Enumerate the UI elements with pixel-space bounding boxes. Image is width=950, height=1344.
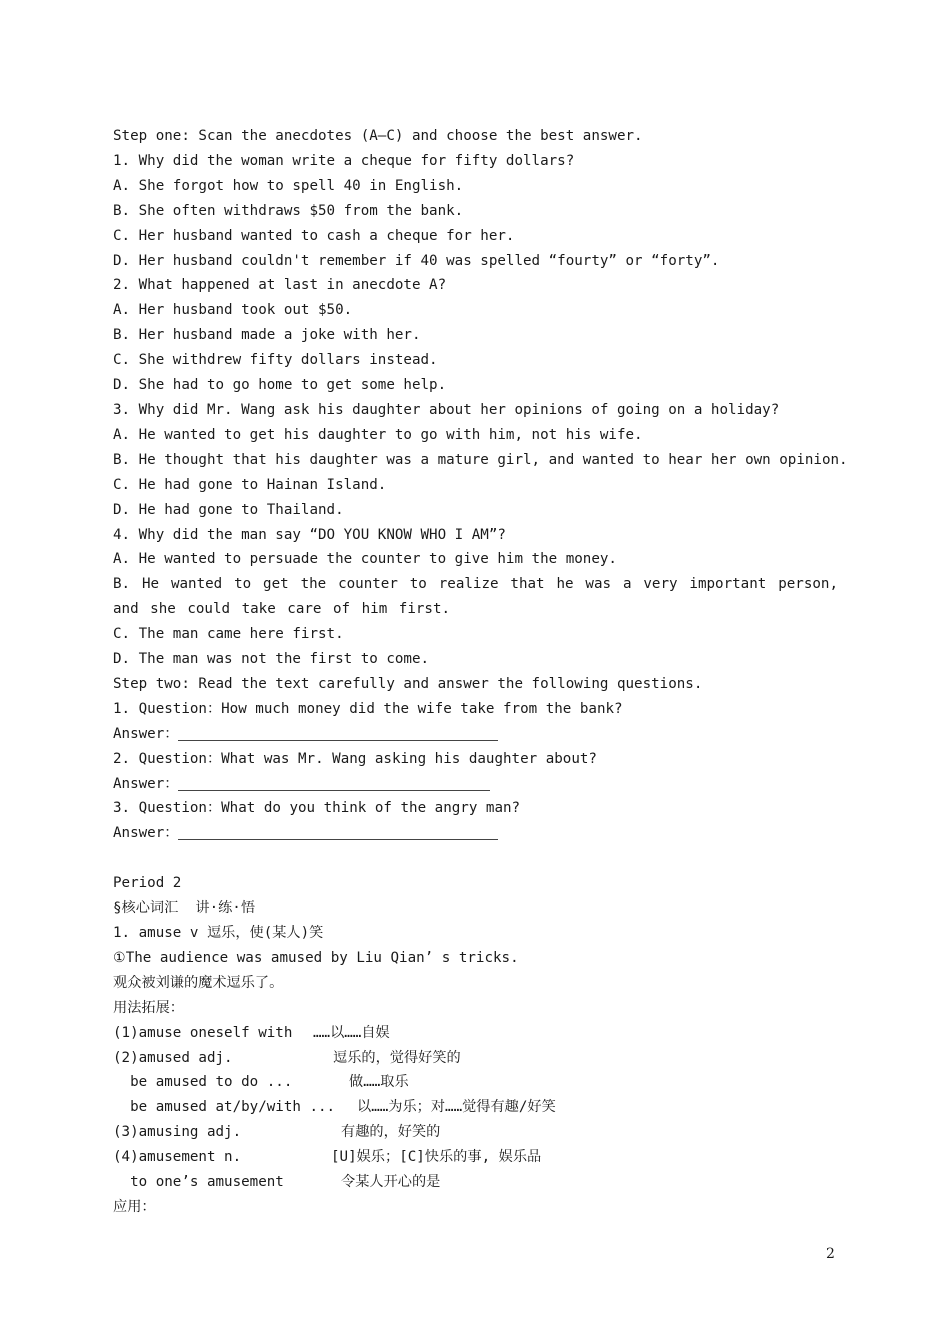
- usage-heading: 用法拓展：: [113, 999, 184, 1016]
- question-4-option-b: B. He wanted to get the counter to realize that he was a very important person, and she could take care of him first.: [113, 576, 838, 618]
- usage-row: (3)amusing adj. 有趣的，好笑的: [113, 1124, 441, 1141]
- application-heading: 应用：: [113, 1198, 156, 1215]
- question-2-option-a: A. Her husband took out $50.: [113, 302, 353, 319]
- answer-line-3: [113, 821, 838, 846]
- answer-label: Answer：: [113, 775, 179, 792]
- step-one-title: Step one: Scan the anecdotes (A—C) and choose the best answer.: [113, 128, 643, 144]
- word-entry: 1. amuse v 逗乐，使(某人)笑: [113, 924, 324, 941]
- answer-blank-2[interactable]: [178, 774, 490, 791]
- question-3-option-d: D. He had gone to Thailand.: [113, 501, 344, 518]
- period-title: Period 2: [113, 875, 182, 892]
- question-1-option-d: D. Her husband couldn't remember if 40 was spelled “fourty” or “forty”.: [113, 252, 720, 269]
- question-2: 2. What happened at last in anecdote A?: [113, 277, 447, 294]
- question-4-option-a: A. He wanted to persuade the counter to give him the money.: [113, 551, 617, 568]
- usage-row: be amused to do ... 做……取乐: [113, 1074, 409, 1091]
- question-1: 1. Why did the woman write a cheque for fifty dollars?: [113, 152, 575, 169]
- open-question-2: 2. Question：What was Mr. Wang asking his daughter about?: [113, 750, 597, 767]
- usage-row: be amused at/by/with ... 以……为乐；对……觉得有趣/好笑: [113, 1099, 556, 1116]
- question-3-option-c: C. He had gone to Hainan Island.: [113, 476, 387, 493]
- question-3: 3. Why did Mr. Wang ask his daughter about her opinions of going on a holiday?: [113, 401, 780, 418]
- document-body: [113, 124, 848, 1220]
- question-4-option-d: D. The man was not the first to come.: [113, 651, 430, 668]
- answer-blank-1[interactable]: [178, 724, 498, 741]
- usage-row: (1)amuse oneself with ……以……自娱: [113, 1024, 390, 1041]
- open-question-1: 1. Question：How much money did the wife take from the bank?: [113, 700, 623, 717]
- question-1-option-c: C. Her husband wanted to cash a cheque for her.: [113, 227, 515, 244]
- question-2-option-b: B. Her husband made a joke with her.: [113, 327, 421, 344]
- question-1-option-a: A. She forgot how to spell 40 in English.: [113, 177, 464, 194]
- usage-row: (4)amusement n. [U]娱乐；[C]快乐的事, 娱乐品: [113, 1149, 542, 1166]
- step-two-title: Step two: Read the text carefully and answer the following questions.: [113, 675, 703, 692]
- question-4: 4. Why did the man say “DO YOU KNOW WHO I AM”?: [113, 526, 506, 543]
- usage-row: to one’s amusement 令某人开心的是: [113, 1174, 441, 1191]
- question-2-option-c: C. She withdrew fifty dollars instead.: [113, 352, 438, 369]
- open-question-3: 3. Question：What do you think of the angry man?: [113, 800, 521, 817]
- example-sentence-zh: 观众被刘谦的魔术逗乐了。: [113, 974, 284, 991]
- spacer: [113, 846, 838, 871]
- answer-line-2: [113, 772, 838, 797]
- answer-blank-3[interactable]: [178, 823, 498, 840]
- answer-label: Answer：: [113, 725, 179, 742]
- example-sentence-en: ①The audience was amused by Liu Qian’ s tricks.: [113, 949, 519, 966]
- usage-row: (2)amused adj. 逗乐的，觉得好笑的: [113, 1049, 461, 1066]
- question-1-option-b: B. She often withdraws $50 from the bank.: [113, 202, 464, 219]
- answer-line-1: [113, 722, 838, 747]
- question-3-option-b: B. He thought that his daughter was a mature girl, and wanted to hear her own opinion.: [113, 451, 848, 468]
- section-heading: §核心词汇 讲·练·悟: [113, 900, 256, 917]
- question-3-option-a: A. He wanted to get his daughter to go with him, not his wife.: [113, 426, 643, 443]
- question-4-option-c: C. The man came here first.: [113, 626, 344, 643]
- page-number: 2: [826, 1246, 835, 1262]
- answer-label: Answer：: [113, 825, 179, 842]
- question-2-option-d: D. She had to go home to get some help.: [113, 377, 447, 394]
